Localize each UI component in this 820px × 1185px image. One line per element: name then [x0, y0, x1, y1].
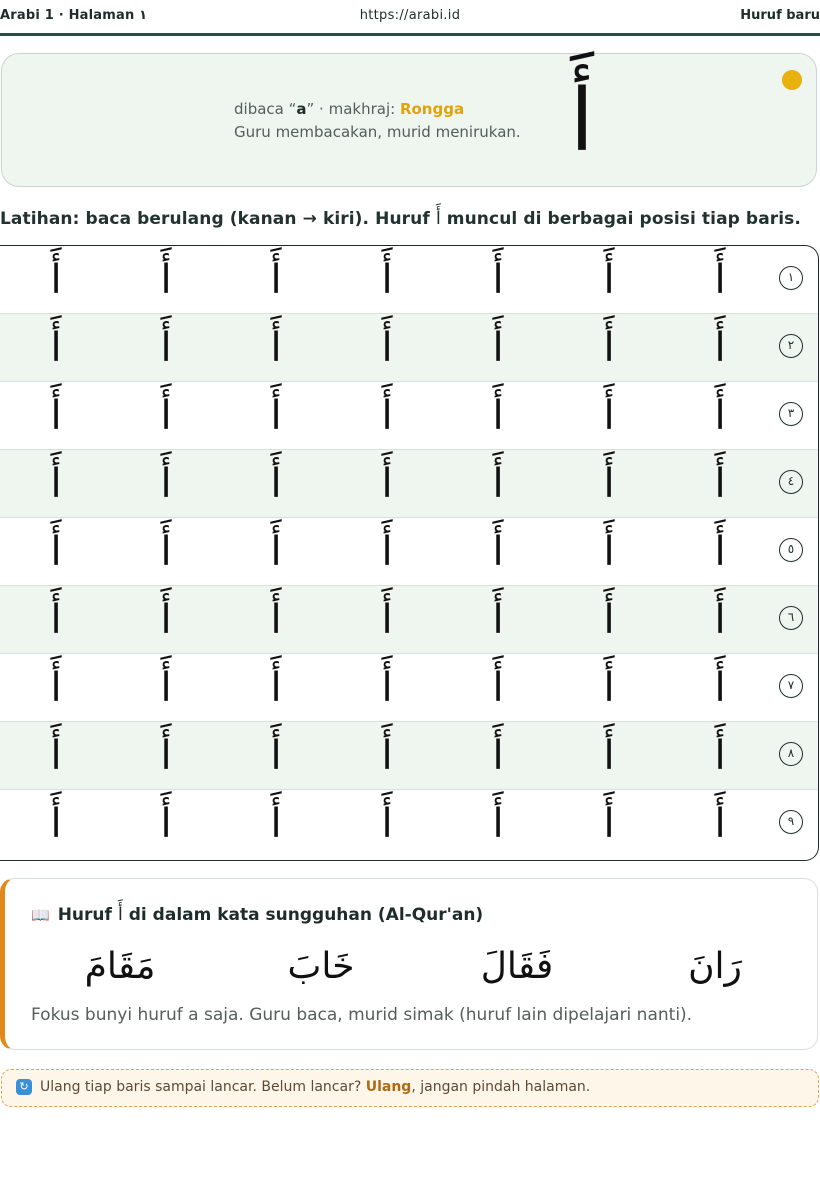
letter-cell: أَ	[270, 325, 282, 371]
repeat-tip	[1, 1069, 819, 1107]
letter-cell: أَ	[381, 325, 393, 371]
letter-cell: أَ	[50, 733, 62, 779]
letter-cell: أَ	[714, 597, 726, 643]
letter-cell: أَ	[492, 801, 504, 847]
grid-row	[0, 246, 818, 314]
letter-cell: أَ	[270, 801, 282, 847]
letter-cell: أَ	[603, 733, 615, 779]
letter-cell: أَ	[160, 257, 172, 303]
teacher-instruction: Guru membacakan, murid menirukan.	[234, 123, 521, 141]
letter-cell: أَ	[714, 461, 726, 507]
letter-cell: أَ	[50, 529, 62, 575]
words-title: 📖 Huruf أَ di dalam kata sungguhan (Al-Qur'an)	[31, 904, 484, 925]
letter-cell: أَ	[381, 257, 393, 303]
letter-cell: أَ	[50, 461, 62, 507]
grid-row	[0, 586, 818, 654]
letter-cell: أَ	[160, 801, 172, 847]
words-note: Fokus bunyi huruf a saja. Guru baca, murid simak (huruf lain dipelajari nanti).	[31, 1005, 693, 1025]
letter-cell: أَ	[381, 733, 393, 779]
example-word: فَقَالَ	[480, 946, 554, 987]
section-label: Huruf baru	[740, 8, 820, 23]
letter-cell: أَ	[50, 257, 62, 303]
letter-cell: أَ	[714, 257, 726, 303]
row-number: ٨	[779, 742, 803, 766]
letter-cell: أَ	[381, 529, 393, 575]
letter-cell: أَ	[603, 257, 615, 303]
letter-cell: أَ	[50, 801, 62, 847]
top-bar	[0, 0, 820, 34]
makhraj-value: Rongga	[399, 100, 465, 118]
row-number: ٣	[779, 402, 803, 426]
letter-cell: أَ	[160, 393, 172, 439]
open-book-icon: 📖	[31, 906, 50, 924]
letter-cell: أَ	[381, 801, 393, 847]
letter-cell: أَ	[160, 597, 172, 643]
row-number: ٦	[779, 606, 803, 630]
letter-cell: أَ	[492, 529, 504, 575]
letter-cell: أَ	[270, 257, 282, 303]
row-number: ١	[779, 266, 803, 290]
letter-cell: أَ	[492, 597, 504, 643]
header-divider	[0, 33, 820, 36]
letter-cell: أَ	[50, 665, 62, 711]
tip-text: Ulang tiap baris sampai lancar. Belum lancar? Ulang, jangan pindah halaman.	[40, 1079, 591, 1095]
letter-cell: أَ	[381, 665, 393, 711]
letter-cell: أَ	[50, 325, 62, 371]
letter-cell: أَ	[714, 801, 726, 847]
letter-cell: أَ	[603, 665, 615, 711]
letter-cell: أَ	[492, 325, 504, 371]
letter-cell: أَ	[270, 393, 282, 439]
letter-cell: أَ	[603, 461, 615, 507]
letter-cell: أَ	[492, 257, 504, 303]
letter-cell: أَ	[381, 393, 393, 439]
letter-cell: أَ	[492, 733, 504, 779]
row-number: ٤	[779, 470, 803, 494]
letter-cell: أَ	[160, 733, 172, 779]
example-word: مَقَامَ	[84, 946, 156, 987]
letter-cell: أَ	[160, 325, 172, 371]
lesson-label: Arabi 1 · Halaman ١	[0, 8, 148, 23]
letter-cell: أَ	[603, 325, 615, 371]
letter-cell: أَ	[270, 597, 282, 643]
grid-row	[0, 518, 818, 586]
row-number: ٥	[779, 538, 803, 562]
site-url[interactable]: https://arabi.id	[359, 8, 461, 23]
letter-cell: أَ	[492, 393, 504, 439]
grid-row	[0, 790, 818, 858]
letter-cell: أَ	[50, 597, 62, 643]
letter-cell: أَ	[714, 393, 726, 439]
real-words-card	[0, 878, 818, 1050]
letter-cell: أَ	[270, 529, 282, 575]
row-number: ٧	[779, 674, 803, 698]
grid-row	[0, 654, 818, 722]
letter-cell: أَ	[381, 461, 393, 507]
letter-cell: أَ	[714, 665, 726, 711]
row-number: ٩	[779, 810, 803, 834]
featured-letter: أَ	[570, 71, 594, 171]
letter-cell: أَ	[160, 529, 172, 575]
example-word: رَانَ	[688, 946, 742, 987]
letter-cell: أَ	[603, 529, 615, 575]
repeat-icon: ↻	[16, 1079, 32, 1095]
instruction-letter: أَ	[435, 208, 441, 229]
status-dot-icon	[782, 70, 802, 90]
letter-cell: أَ	[270, 665, 282, 711]
letter-cell: أَ	[714, 529, 726, 575]
letter-cell: أَ	[381, 597, 393, 643]
letter-cell: أَ	[50, 393, 62, 439]
pronunciation-line: dibaca “a” · makhraj: Rongga	[234, 100, 465, 118]
letter-cell: أَ	[714, 733, 726, 779]
letter-cell: أَ	[714, 325, 726, 371]
exercise-instruction: Latihan: baca berulang (kanan → kiri). Huruf أَ muncul di berbagai posisi tiap baris.	[0, 208, 801, 229]
grid-row	[0, 382, 818, 450]
letter-cell: أَ	[160, 461, 172, 507]
letter-cell: أَ	[603, 393, 615, 439]
letter-intro-card	[1, 53, 817, 187]
row-number: ٢	[779, 334, 803, 358]
letter-cell: أَ	[492, 461, 504, 507]
grid-row	[0, 314, 818, 382]
sound-value: a	[296, 100, 307, 118]
letter-cell: أَ	[270, 461, 282, 507]
letter-cell: أَ	[492, 665, 504, 711]
grid-row	[0, 722, 818, 790]
example-word: خَابَ	[287, 946, 355, 987]
letter-cell: أَ	[160, 665, 172, 711]
letter-cell: أَ	[603, 801, 615, 847]
letter-cell: أَ	[270, 733, 282, 779]
practice-grid	[0, 245, 819, 861]
grid-row	[0, 450, 818, 518]
letter-cell: أَ	[603, 597, 615, 643]
